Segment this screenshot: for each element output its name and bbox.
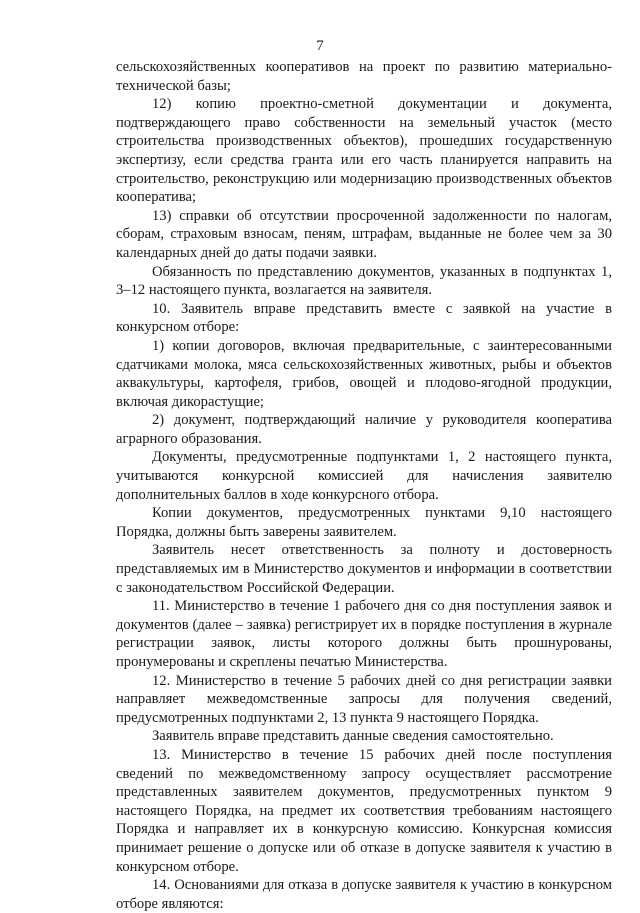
paragraph-section-14: 14. Основаниями для отказа в допуске заявителя к участию в конкурсном отборе являются:: [116, 877, 612, 912]
paragraph-responsibility: Заявитель несет ответственность за полноту и достоверность представляемых им в Министерство документов и информации в соответствии с законодательством Российской Федерации.: [116, 542, 612, 596]
paragraph-section-10-item-1: 1) копии договоров, включая предварительные, с заинтересованными сдатчиками молока, мяса сельскохозяйственных животных, рыбы и объектов аквакультуры, картофеля, грибов, овощей и плодово-ягодной продукции, включая дикорастущие;: [116, 337, 612, 410]
paragraph-section-13: 13. Министерство в течение 15 рабочих дней после поступления сведений по межведомственному запросу осуществляет рассмотрение представленных заявителем документов, предусмотренных пунктом 9 настоящего Порядка, на предмет их соответствия требованиям настоящего Порядка и направляет их в конкурсную комиссию. Конкурсная комиссия принимает решение о допуске или об отказе в допуске заявителя к участию в конкурсном отборе.: [116, 746, 612, 875]
paragraph-section-10-item-2: 2) документ, подтверждающий наличие у руководителя кооператива аграрного образования.: [116, 412, 612, 447]
paragraph-item-12: 12) копию проектно-сметной документации и документа, подтверждающего право собственности на земельный участок (место строительства производственных объектов), прошедших государственную экспертизу, если средства гранта или его часть планируется направить на строительство, реконструкцию или модернизацию производственных объектов кооператива;: [116, 96, 612, 206]
paragraph-extra-points: Документы, предусмотренные подпунктами 1, 2 настоящего пункта, учитываются конкурсной комиссией для начисления заявителю дополнительных баллов в ходе конкурсного отбора.: [116, 449, 612, 503]
paragraph-continuation: сельскохозяйственных кооперативов на проект по развитию материально-технической базы;: [116, 59, 612, 94]
paragraph-obligation: Обязанность по представлению документов, указанных в подпунктах 1, 3–12 настоящего пункта, возлагается на заявителя.: [116, 263, 612, 299]
paragraph-section-11: 11. Министерство в течение 1 рабочего дня со дня поступления заявок и документов (далее – заявка) регистрирует их в порядке поступления в журнале регистрации заявок, листы которого должны быть прошнурованы, пронумерованы и скреплены печатью Министерства.: [116, 598, 612, 670]
paragraph-copies: Копии документов, предусмотренных пунктами 9,10 настоящего Порядка, должны быть заверены заявителем.: [116, 505, 612, 540]
paragraph-section-10: 10. Заявитель вправе представить вместе с заявкой на участие в конкурсном отборе:: [116, 300, 612, 336]
paragraph-item-13: 13) справки об отсутствии просроченной задолженности по налогам, сборам, страховым взносам, пеням, штрафам, выданные не более чем за 30 календарных дней до даты подачи заявки.: [116, 207, 612, 261]
page-number: 7: [316, 38, 324, 54]
paragraph-self-provision: Заявитель вправе представить данные сведения самостоятельно.: [152, 728, 554, 745]
paragraph-section-12: 12. Министерство в течение 5 рабочих дней со дня регистрации заявки направляет межведомственные запросы для получения сведений, предусмотренных подпунктами 2, 13 пункта 9 настоящего Порядка.: [116, 672, 612, 726]
document-body: [116, 58, 612, 913]
